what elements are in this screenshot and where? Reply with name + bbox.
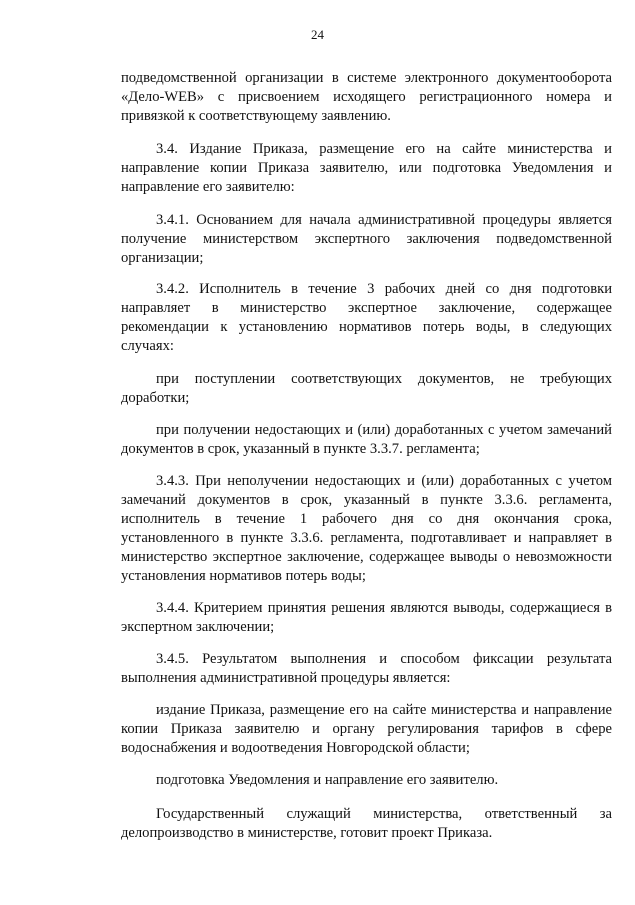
- text-line: 3.4.5. Результатом выполнения и способом фиксации результата: [156, 651, 612, 667]
- text-line: направление его заявителю:: [121, 179, 295, 195]
- text-line: делопроизводство в министерстве, готовит проект Приказа.: [121, 825, 493, 841]
- text-line: случаях:: [121, 338, 174, 354]
- text-line: 3.4.2. Исполнитель в течение 3 рабочих дней со дня подготовки: [156, 281, 612, 297]
- paragraph-result-2: [121, 771, 612, 790]
- text-line: 3.4.4. Критерием принятия решения являются выводы, содержащиеся в: [156, 600, 612, 616]
- paragraph-result-1: [121, 701, 612, 758]
- paragraph-responsible: [121, 805, 612, 843]
- text-line: при получении недостающих и (или) доработанных с учетом замечаний: [156, 422, 612, 438]
- text-line: установленного в пункте 3.3.6. регламента, подготавливает и направляет в: [121, 530, 612, 546]
- text-line: «Дело-WEB» с присвоением исходящего регистрационного номера и: [121, 89, 612, 105]
- text-line: направление копии Приказа заявителю, или подготовка Уведомления и: [121, 160, 612, 176]
- paragraph-case-1: [121, 370, 612, 408]
- text-line: документов в срок, указанный в пункте 3.3.7. регламента;: [121, 441, 480, 457]
- paragraph-case-2: [121, 421, 612, 459]
- paragraph-3-4-3: [121, 472, 612, 586]
- page-number: 24: [311, 27, 324, 42]
- text-line: доработки;: [121, 390, 190, 406]
- text-line: 3.4.3. При неполучении недостающих и (или) доработанных с учетом: [156, 473, 612, 489]
- text-line: 3.4. Издание Приказа, размещение его на сайте министерства и: [156, 141, 612, 157]
- paragraph-3-4-2: [121, 280, 612, 356]
- text-line: 3.4.1. Основанием для начала административной процедуры является: [156, 212, 612, 228]
- paragraph-continuation: [121, 69, 612, 126]
- paragraph-3-4-1: [121, 211, 612, 268]
- text-line: подведомственной организации в системе электронного документооборота: [121, 70, 612, 86]
- text-line: организации;: [121, 250, 204, 266]
- text-line: направляет в министерство экспертное заключение, содержащее: [121, 300, 612, 316]
- text-line: при поступлении соответствующих документов, не требующих: [156, 371, 612, 387]
- text-line: министерство экспертное заключение, содержащее выводы о невозможности: [121, 549, 612, 565]
- text-line: установления нормативов потерь воды;: [121, 568, 366, 584]
- text-line: водоснабжения и водоотведения Новгородской области;: [121, 740, 470, 756]
- text-line: замечаний документов в срок, указанный в пункте 3.3.6. регламента,: [121, 492, 612, 508]
- text-line: экспертном заключении;: [121, 619, 275, 635]
- paragraph-3-4-4: [121, 599, 612, 637]
- text-line: получение министерством экспертного заключения подведомственной: [121, 231, 612, 247]
- paragraph-3-4: [121, 140, 612, 197]
- paragraph-3-4-5: [121, 650, 612, 688]
- text-line: подготовка Уведомления и направление его заявителю.: [156, 772, 499, 788]
- text-line: привязкой к соответствующему заявлению.: [121, 108, 391, 124]
- text-line: Государственный служащий министерства, ответственный за: [156, 806, 612, 822]
- text-line: выполнения административной процедуры является:: [121, 670, 451, 686]
- text-line: издание Приказа, размещение его на сайте министерства и направление: [156, 702, 612, 718]
- text-line: рекомендации к установлению нормативов потерь воды, в следующих: [121, 319, 612, 335]
- text-line: копии Приказа заявителю и органу регулирования тарифов в сфере: [121, 721, 612, 737]
- text-line: исполнитель в течение 1 рабочего дня со дня окончания срока,: [121, 511, 612, 527]
